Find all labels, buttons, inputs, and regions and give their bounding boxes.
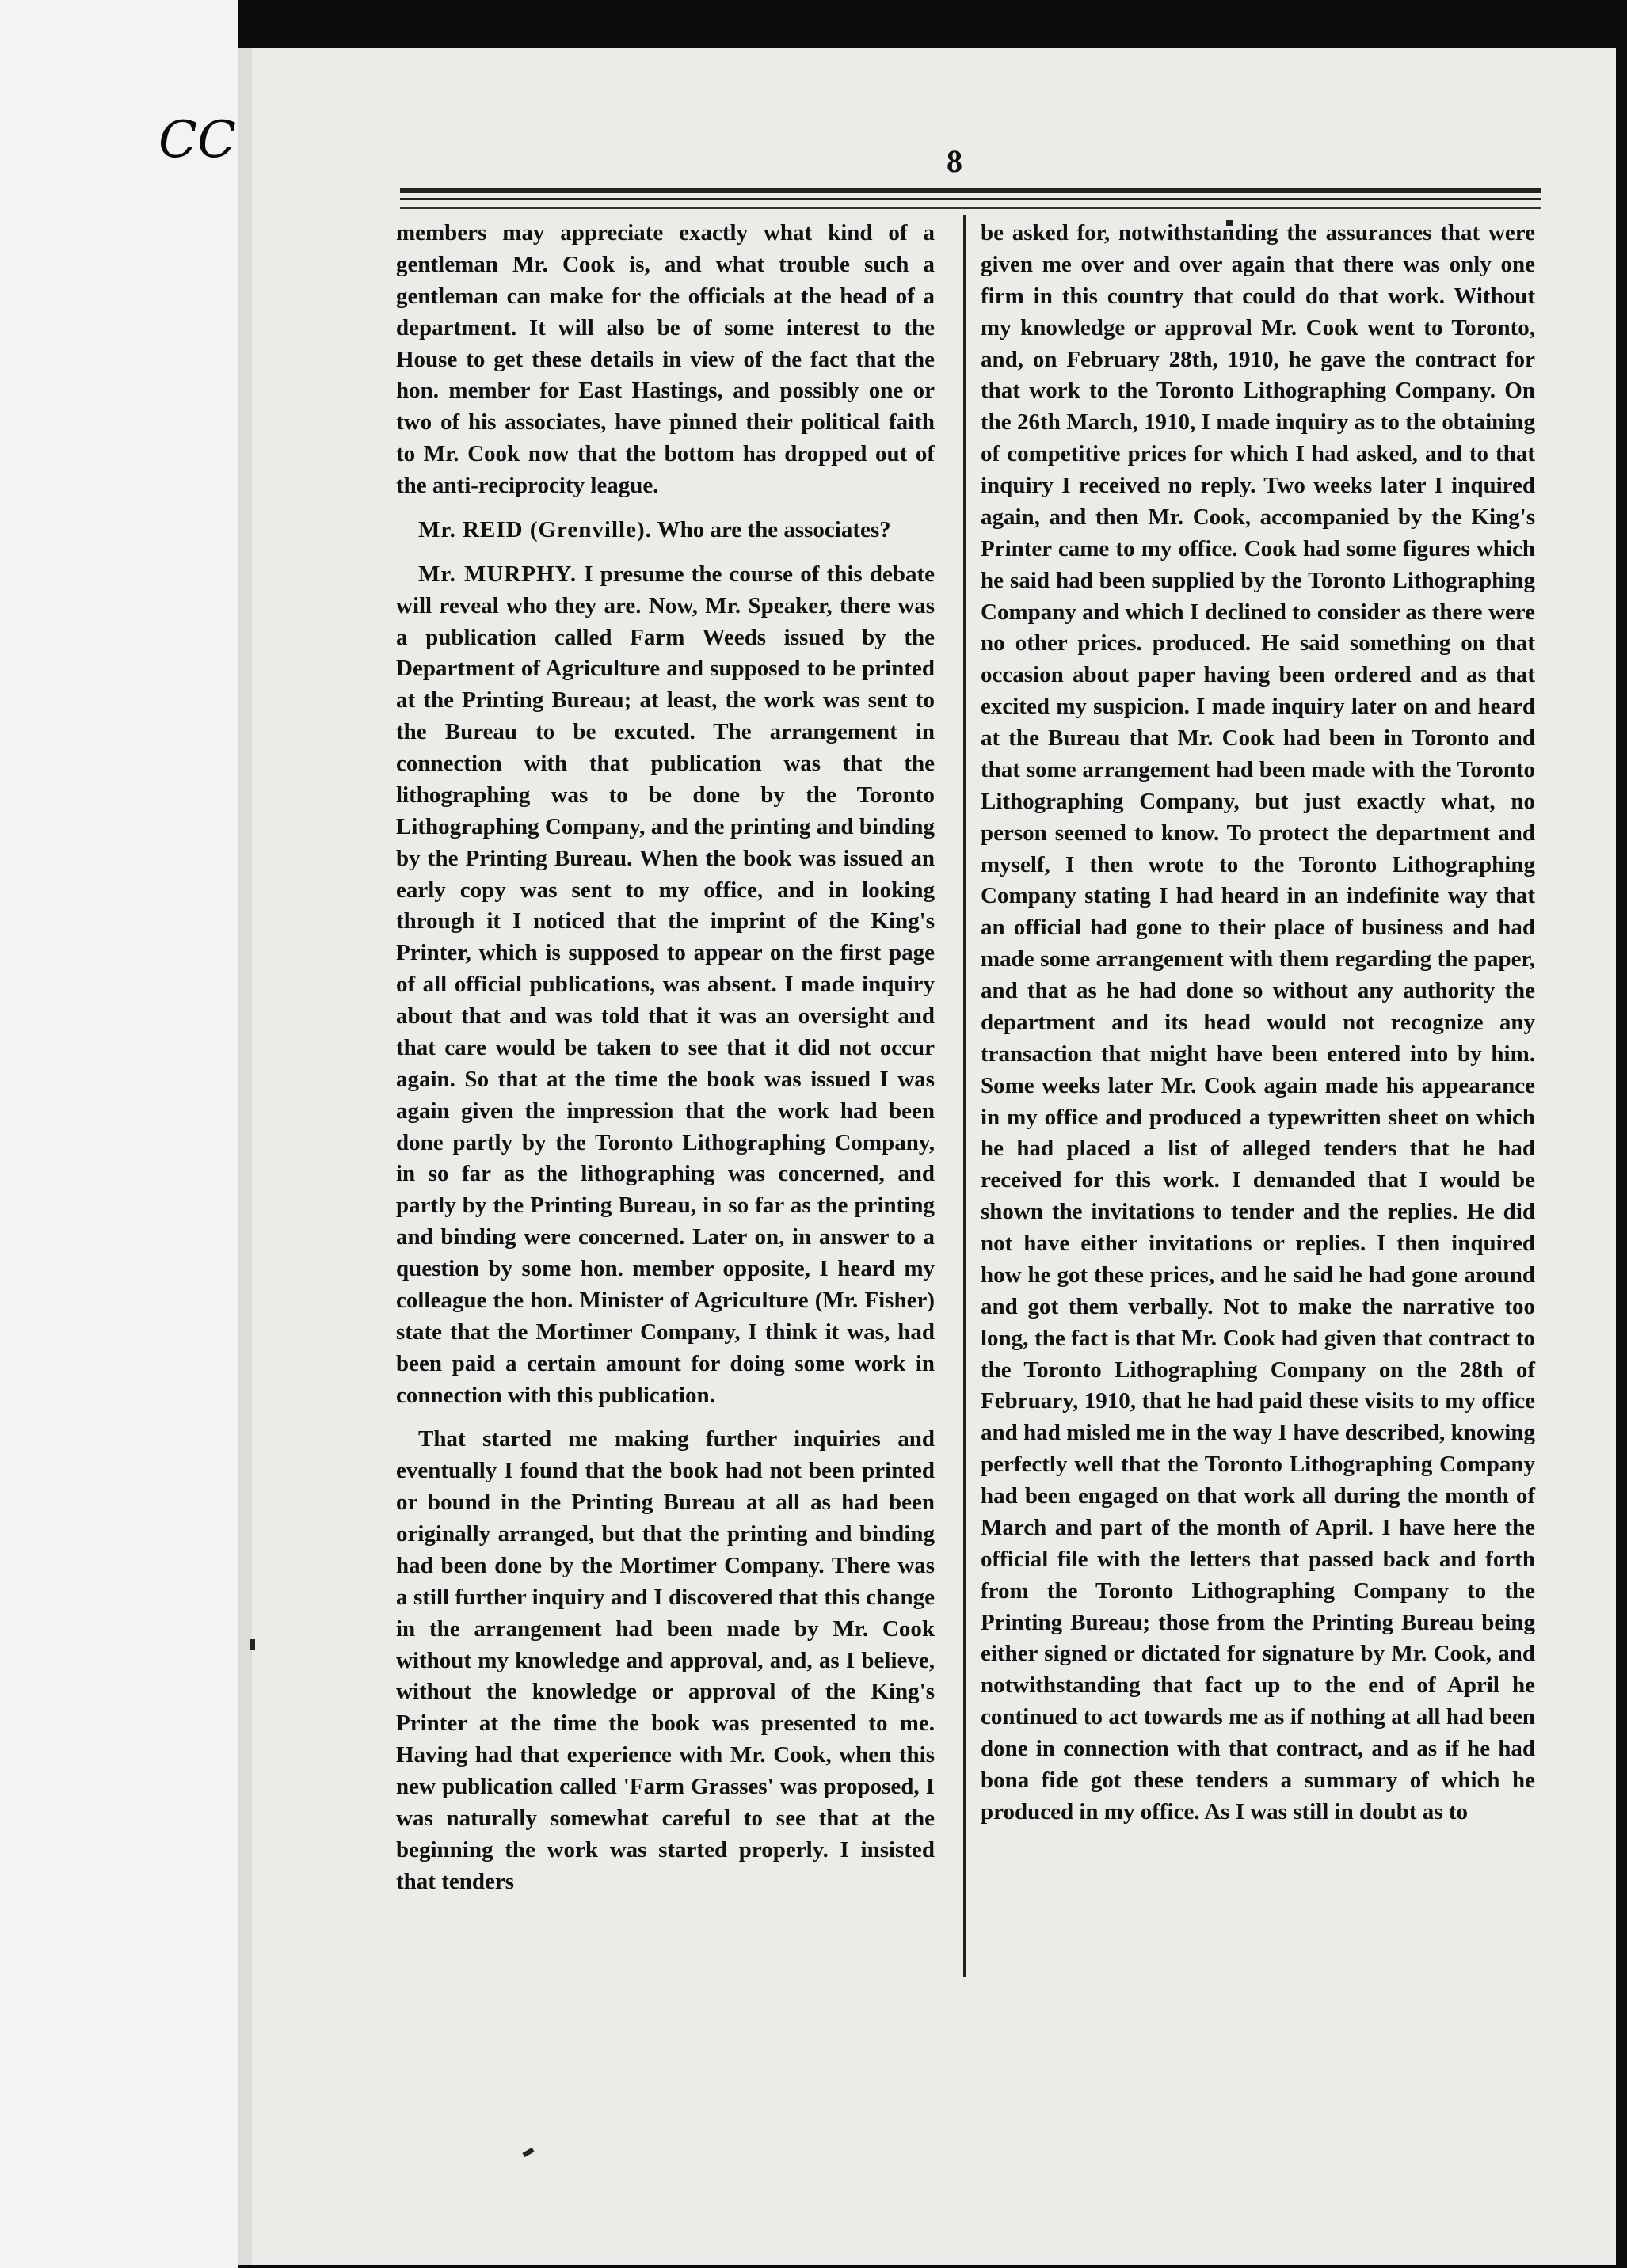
- paragraph: members may appreciate exactly what kind of a gentleman Mr. Cook is, and what trouble such a gentleman can make for the officials at the head of a department. It will also be of some interest to the House to get these details in view of the fact that the hon. member for East Hastings, and possibly one or two of his associates, have pinned their political faith to Mr. Cook now that the bottom has dropped out of the anti-reciprocity league.: [396, 220, 935, 498]
- page-number: 8: [947, 143, 962, 179]
- speaker-name: Mr. REID (Grenville).: [418, 516, 652, 542]
- header-rule-3: [400, 207, 1541, 209]
- paragraph: Mr. REID (Grenville). Who are the associates?: [418, 516, 891, 542]
- paragraph: be asked for, notwithstanding the assurances that were given me over and over again that there was only one firm in this country that could do that work. Without my knowledge or approval Mr. Cook went to Toronto, and, on February 28th, 1910, he gave the contract for that work to the Toronto Lithographing Company. On the 26th March, 1910, I made inquiry as to the obtaining of competitive prices for which I had asked, and to that inquiry I received no reply. Two weeks later I inquired again, and then Mr. Cook, accompanied by the King's Printer came to my office. Cook had some figures which he said had been supplied by the Toronto Lithographing Company and which I declined to consider as there were no other prices. produced. He said something on that occasion about paper having been ordered and as that excited my suspicion. I made inquiry later on and heard at the Bureau that Mr. Cook had been in Toronto and that some arrangement had been made with the Toronto Lithographing Company, but just exactly what, no person seemed to know. To protect the department and myself, I then wrote to the Toronto Lithographing Company stating I had heard in an indefinite way that an official had gone to their place of business and had made some arrangement with them regarding the paper, and that as he had done so without any authority the department and its head would not recognize any transaction that might have been entered into by him. Some weeks later Mr. Cook again made his appearance in my office and produced a typewritten sheet on which he had placed a list of alleged tenders that he had received for this work. I demanded that I would be shown the invitations to tender and the replies. He did not have either invitations or replies. I then inquired how he got these prices, and he said he had gone around and got them verbally. Not to make the narrative too long, the fact is that Mr. Cook had given that contract to the Toronto Lithographing Company on the 28th of February, 1910, that he had paid these visits to my office and had misled me in the way I have described, knowing perfectly well that the Toronto Lithographing Company had been engaged on that work all during the month of March and part of the month of April. I have here the official file with the letters that passed back and forth from the Toronto Lithographing Company to the Printing Bureau; those from the Printing Bureau being either signed or dictated for signature by Mr. Cook, and notwithstanding that fact up to the end of April he continued to act towards me as if nothing at all had been done in connection with that contract, and as if he had bona fide got these tenders a summary of which he produced in my office. As I was still in doubt as to: [981, 220, 1535, 1825]
- speaker-name: Mr. MURPHY.: [418, 561, 577, 587]
- paragraph: That started me making further inquiries and eventually I found that the book had not been printed or bound in the Printing Bureau at all as had been originally arranged, but that the printing and binding had been done by the Mortimer Company. There was a still further inquiry and I discovered that this change in the arrangement had been made by Mr. Cook without my knowledge and approval, and, as I believe, without the knowledge or approval of the King's Printer at the time the book was presented to me. Having had that experience with Mr. Cook, when this new publication called 'Farm Grasses' was proposed, I was naturally somewhat careful to see that at the beginning the work was started properly. I insisted that tenders: [396, 1426, 935, 1894]
- header-rule-2: [400, 198, 1541, 200]
- right-column: [981, 218, 1535, 1841]
- scan-margin: [0, 0, 238, 2268]
- paragraph: Mr. MURPHY. I presume the course of this debate will reveal who they are. Now, Mr. Speaker, there was a publication called Farm Weeds issued by the Department of Agriculture and supposed to be printed at the Printing Bureau; at least, the work was sent to the Bureau to be excuted. The arrangement in connection with that publication was that the lithographing was to be done by the Toronto Lithographing Company, and the printing and binding by the Printing Bureau. When the book was issued an early copy was sent to my office, and in looking through it I noticed that the imprint of the King's Printer, which is supposed to appear on the first page of all official publications, was absent. I made inquiry about that and was told that it was an oversight and that care would be taken to see that it did not occur again. So that at the time the book was issued I was again given the impression that the work had been done partly by the Toronto Lithographing Company, in so far as the lithographing was concerned, and partly by the Printing Bureau, in so far as the printing and binding were concerned. Later on, in answer to a question by some hon. member opposite, I heard my colleague the hon. Minister of Agriculture (Mr. Fisher) state that the Mortimer Company, I think it was, had been paid a certain amount for doing some work in connection with this publication.: [396, 561, 935, 1408]
- handwritten-margin-note: CC: [158, 111, 236, 169]
- column-divider: [963, 215, 966, 1977]
- ink-mark: [250, 1639, 255, 1650]
- header-rule: [400, 188, 1541, 193]
- left-column: [396, 218, 935, 1911]
